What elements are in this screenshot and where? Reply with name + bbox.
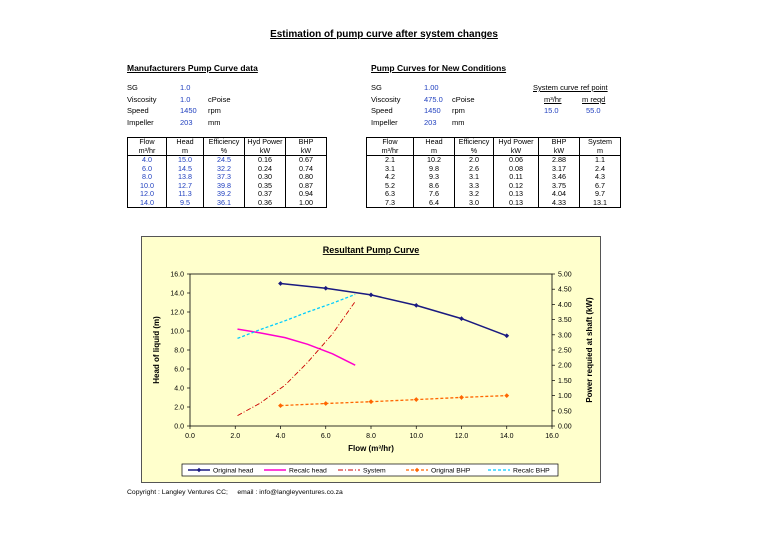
y-tick-label: 10.0 [170, 328, 184, 336]
left-header-row [128, 138, 327, 147]
legend-original-head-label: Original head [213, 467, 254, 475]
y-tick-label: 2.0 [174, 404, 184, 412]
right-param-unit: mm [452, 117, 465, 127]
ref-v2: 55.0 [586, 106, 601, 115]
y2-tick-label: 2.00 [558, 362, 572, 370]
right-header-row [367, 138, 621, 147]
right-data-row-cell: 2.88 [539, 156, 580, 165]
left-data-row-cell: 24.5 [204, 156, 245, 165]
right-data-row-cell: 3.75 [539, 182, 580, 191]
left-data-row-cell: 12.7 [167, 182, 204, 191]
left-data-row-cell: 10.0 [128, 182, 167, 191]
series-system-line [238, 302, 356, 416]
left-data-row-cell: 1.00 [286, 199, 327, 208]
left-header-row-cell: BHP [286, 138, 327, 147]
series-original-bhp-point [414, 397, 419, 402]
y2-tick-label: 2.50 [558, 347, 572, 355]
right-data-row-cell: 4.04 [539, 190, 580, 199]
right-header-row-cell: BHP [539, 138, 580, 147]
legend-original-bhp-label: Original BHP [431, 467, 471, 475]
left-data-row-cell: 14.5 [167, 165, 204, 174]
left-data-row-cell: 0.24 [245, 165, 286, 174]
left-param-label: Viscosity [127, 94, 157, 104]
x-tick-label: 4.0 [275, 433, 286, 440]
right-param-value: 1450 [424, 106, 441, 115]
right-unit-row [367, 147, 621, 156]
left-data-row-cell: 32.2 [204, 165, 245, 174]
left-header-row-cell: Efficiency [204, 138, 245, 147]
right-data-row-cell: 0.08 [494, 165, 539, 174]
series-original-head-point [414, 303, 419, 308]
right-data-row-cell: 10.2 [414, 156, 455, 165]
right-data-row-cell: 3.2 [455, 190, 494, 199]
right-data-row-cell: 3.3 [455, 182, 494, 191]
left-data-row-cell: 0.74 [286, 165, 327, 174]
series-original-bhp-point [323, 401, 328, 406]
left-param-unit: mm [208, 117, 221, 127]
left-data-row-cell: 0.30 [245, 173, 286, 182]
left-unit-row-cell: kW [286, 147, 327, 156]
right-data-row-cell: 0.12 [494, 182, 539, 191]
x-tick-label: 2.0 [230, 433, 241, 440]
legend-recalc-head-label: Recalc head [289, 467, 327, 475]
right-header-row-cell: System [580, 138, 621, 147]
left-unit-row-cell: % [204, 147, 245, 156]
right-unit-row-cell: m [580, 147, 621, 156]
y-tick-label: 14.0 [170, 290, 184, 298]
legend-system-label: System [363, 467, 386, 475]
right-data-row-cell: 4.3 [580, 173, 621, 182]
left-data-row-cell: 8.0 [128, 173, 167, 182]
series-original-bhp-point [278, 403, 283, 408]
left-data-row-cell: 15.0 [167, 156, 204, 165]
copyright: Copyright : Langley Ventures CC; email : info@langleyventures.co.za [127, 489, 343, 496]
left-data-row [128, 199, 327, 208]
right-table [366, 137, 621, 208]
series-original-head-point [459, 316, 464, 321]
left-data-row-cell: 0.37 [245, 190, 286, 199]
series-original-bhp-line [281, 396, 507, 406]
left-data-row-cell: 0.67 [286, 156, 327, 165]
left-data-row-cell: 12.0 [128, 190, 167, 199]
left-header-row-cell: Head [167, 138, 204, 147]
left-param-label: Impeller [127, 117, 154, 127]
y-axis-label: Head of liquid (m) [152, 316, 161, 384]
left-data-row-cell: 0.87 [286, 182, 327, 191]
right-param-label: Viscosity [371, 94, 401, 104]
y-tick-label: 16.0 [170, 271, 184, 279]
series-original-head-point [323, 286, 328, 291]
series-original-bhp-point [369, 399, 374, 404]
ref-title: System curve ref point [533, 83, 608, 92]
right-data-row-cell: 9.8 [414, 165, 455, 174]
left-data-row-cell: 13.8 [167, 173, 204, 182]
left-table [127, 137, 327, 208]
y-tick-label: 12.0 [170, 309, 184, 317]
y2-tick-label: 4.00 [558, 301, 572, 309]
ref-v1: 15.0 [544, 106, 559, 115]
x-tick-label: 10.0 [409, 433, 424, 440]
right-param-value: 1.00 [424, 83, 439, 92]
y-tick-label: 8.0 [174, 347, 184, 355]
ref-col2: m reqd [582, 95, 606, 104]
y2-tick-label: 4.50 [558, 286, 572, 294]
right-header-row-cell: Hyd Power [494, 138, 539, 147]
left-unit-row-cell: m [167, 147, 204, 156]
y2-tick-label: 3.50 [558, 317, 572, 325]
left-param-value: 1.0 [180, 94, 191, 104]
series-original-head-point [369, 293, 374, 298]
x-tick-label: 12.0 [454, 433, 469, 440]
left-heading: Manufacturers Pump Curve data [127, 63, 258, 73]
series-recalc-head-line [238, 329, 356, 365]
right-data-row-cell: 4.2 [367, 173, 414, 182]
left-data-row-cell: 9.5 [167, 199, 204, 208]
y2-tick-label: 0.00 [558, 423, 572, 431]
right-data-row [367, 173, 621, 182]
right-data-row-cell: 9.3 [414, 173, 455, 182]
right-param-value: 203 [424, 117, 437, 127]
right-data-row [367, 199, 621, 208]
left-data-row-cell: 6.0 [128, 165, 167, 174]
right-header-row-cell: Head [414, 138, 455, 147]
legend-recalc-bhp-label: Recalc BHP [513, 467, 550, 475]
x-tick-label: 14.0 [499, 433, 514, 440]
left-data-row-cell: 39.8 [204, 182, 245, 191]
left-data-row-cell: 0.16 [245, 156, 286, 165]
right-data-row [367, 182, 621, 191]
chart-title: Resultant Pump Curve [322, 245, 420, 255]
right-data-row-cell: 5.2 [367, 182, 414, 191]
right-param-unit: cPoise [452, 94, 475, 104]
right-param-label: Impeller [371, 117, 398, 127]
right-data-row-cell: 8.6 [414, 182, 455, 191]
ref-col1: m³/hr [544, 95, 562, 104]
right-unit-row-cell: m [414, 147, 455, 156]
y2-tick-label: 1.50 [558, 377, 572, 385]
left-data-row-cell: 4.0 [128, 156, 167, 165]
right-data-row-cell: 2.4 [580, 165, 621, 174]
y-tick-label: 0.0 [174, 423, 184, 431]
right-data-row-cell: 0.13 [494, 199, 539, 208]
left-param-unit: rpm [208, 106, 221, 115]
right-data-row-cell: 0.11 [494, 173, 539, 182]
right-data-row-cell: 6.4 [414, 199, 455, 208]
right-param-label: SG [371, 83, 382, 92]
left-header-row-cell: Hyd Power [245, 138, 286, 147]
right-header-row-cell: Efficiency [455, 138, 494, 147]
right-header-row-cell: Flow [367, 138, 414, 147]
right-data-row-cell: 9.7 [580, 190, 621, 199]
right-param-value: 475.0 [424, 94, 443, 104]
right-data-row-cell: 6.7 [580, 182, 621, 191]
left-data-row-cell: 0.35 [245, 182, 286, 191]
right-unit-row-cell: kW [494, 147, 539, 156]
x-tick-label: 8.0 [366, 433, 376, 440]
right-data-row-cell: 13.1 [580, 199, 621, 208]
y-tick-label: 6.0 [174, 366, 184, 374]
right-data-row-cell: 2.0 [455, 156, 494, 165]
left-data-row-cell: 36.1 [204, 199, 245, 208]
right-data-row-cell: 1.1 [580, 156, 621, 165]
right-data-row-cell: 7.6 [414, 190, 455, 199]
left-param-unit: cPoise [208, 94, 231, 104]
right-data-row-cell: 7.3 [367, 199, 414, 208]
left-data-row-cell: 0.36 [245, 199, 286, 208]
left-data-row-cell: 0.94 [286, 190, 327, 199]
right-data-row-cell: 2.1 [367, 156, 414, 165]
left-param-value: 1450 [180, 106, 197, 115]
right-param-unit: rpm [452, 106, 465, 115]
right-data-row-cell: 2.6 [455, 165, 494, 174]
y-tick-label: 4.0 [174, 385, 184, 393]
left-data-row-cell: 14.0 [128, 199, 167, 208]
right-data-row-cell: 4.33 [539, 199, 580, 208]
series-original-bhp-point [459, 395, 464, 400]
left-data-row-cell: 0.80 [286, 173, 327, 182]
pump-curve-chart [142, 237, 600, 482]
left-header-row-cell: Flow [128, 138, 167, 147]
x-axis-label: Flow (m³/hr) [348, 444, 394, 453]
y2-tick-label: 3.00 [558, 332, 572, 340]
right-unit-row-cell: kW [539, 147, 580, 156]
right-data-row-cell: 6.3 [367, 190, 414, 199]
y2-tick-label: 5.00 [558, 271, 572, 279]
right-data-row [367, 190, 621, 199]
left-unit-row-cell: m³/hr [128, 147, 167, 156]
right-param-label: Speed [371, 106, 393, 115]
right-heading: Pump Curves for New Conditions [371, 63, 507, 73]
series-original-head-point [504, 333, 509, 338]
right-data-row [367, 156, 621, 165]
right-data-row [367, 165, 621, 174]
right-data-row-cell: 3.0 [455, 199, 494, 208]
left-unit-row-cell: kW [245, 147, 286, 156]
y2-tick-label: 0.50 [558, 408, 572, 416]
chart-panel [141, 236, 601, 483]
y2-axis-label: Power requied at shaft (kW) [585, 297, 594, 403]
right-data-row-cell: 0.06 [494, 156, 539, 165]
y2-tick-label: 1.00 [558, 393, 572, 401]
right-unit-row-cell: % [455, 147, 494, 156]
right-data-row-cell: 3.17 [539, 165, 580, 174]
right-data-row-cell: 3.1 [455, 173, 494, 182]
left-param-label: Speed [127, 106, 149, 115]
left-param-label: SG [127, 83, 138, 92]
left-param-value: 203 [180, 117, 193, 127]
right-unit-row-cell: m³/hr [367, 147, 414, 156]
x-tick-label: 16.0 [545, 433, 559, 440]
right-data-row-cell: 0.13 [494, 190, 539, 199]
left-data-row-cell: 39.2 [204, 190, 245, 199]
right-data-row-cell: 3.46 [539, 173, 580, 182]
series-original-bhp-point [504, 393, 509, 398]
page-title: Estimation of pump curve after system changes [270, 29, 498, 40]
x-tick-label: 6.0 [320, 433, 331, 440]
series-original-head-point [278, 281, 283, 286]
left-param-value: 1.0 [180, 83, 191, 92]
x-tick-label: 0.0 [185, 433, 195, 440]
left-data-row-cell: 11.3 [167, 190, 204, 199]
right-data-row-cell: 3.1 [367, 165, 414, 174]
left-data-row-cell: 37.3 [204, 173, 245, 182]
